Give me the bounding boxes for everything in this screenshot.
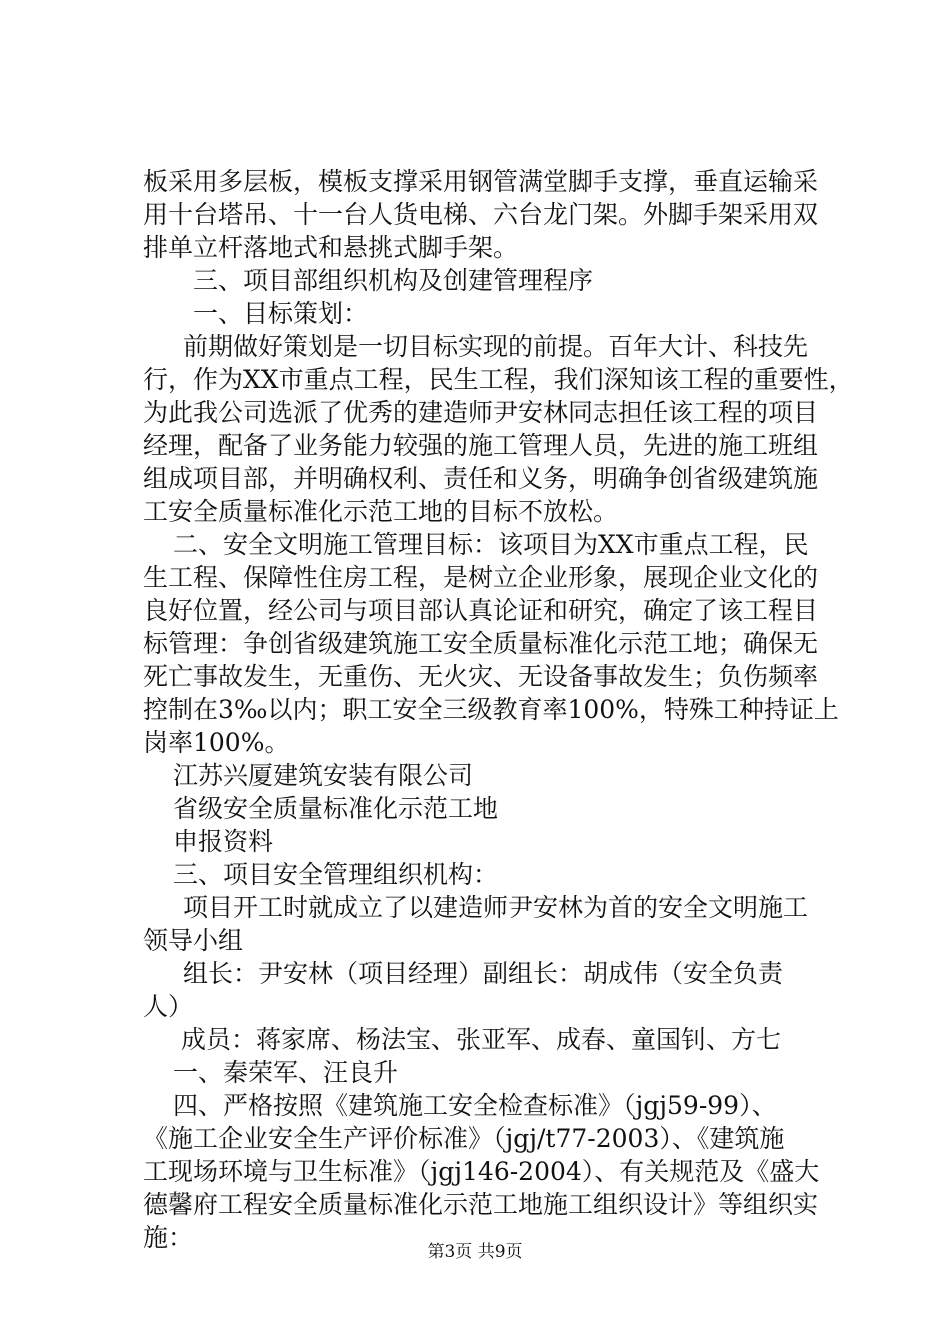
text-line: 死亡事故发生，无重伤、无火灾、无设备事故发生；负伤频率: [143, 662, 819, 691]
text-line: 四、严格按照《建筑施工安全检查标准》（jgj59-99）、: [173, 1091, 777, 1120]
text-line: 领导小组: [143, 926, 244, 955]
text-line: 施：: [143, 1223, 194, 1252]
text-line: 成员：蒋家席、杨法宝、张亚军、成春、童国钊、方七: [181, 1025, 782, 1054]
text-line: 标管理：争创省级建筑施工安全质量标准化示范工地；确保无: [143, 629, 819, 658]
text-line: 行，作为XX市重点工程，民生工程，我们深知该工程的重要性，: [143, 365, 854, 394]
section-heading: 三、项目安全管理组织机构：: [173, 860, 499, 889]
text-line: 《施工企业安全生产评价标准》（jgj/t77-2003）、《建筑施: [143, 1124, 785, 1153]
text-line: 二、安全文明施工管理目标：该项目为XX市重点工程，民: [173, 530, 809, 559]
text-line: 岗率100%。: [143, 728, 290, 757]
text-line: 板采用多层板，模板支撑采用钢管满堂脚手支撑，垂直运输采: [143, 167, 819, 196]
section-heading: 三、项目部组织机构及创建管理程序: [193, 266, 594, 295]
section-heading: 一、目标策划：: [193, 299, 369, 328]
text-line: 生工程、保障性住房工程，是树立企业形象，展现企业文化的: [143, 563, 819, 592]
text-line: 组成项目部，并明确权利、责任和义务，明确争创省级建筑施: [143, 464, 819, 493]
text-line: 排单立杆落地式和悬挑式脚手架。: [143, 233, 519, 262]
text-line: 前期做好策划是一切目标实现的前提。百年大计、科技先: [183, 332, 809, 361]
page-number: 第3页 共9页: [427, 1242, 523, 1262]
text-line: 组长：尹安林（项目经理）副组长：胡成伟（安全负责: [183, 959, 784, 988]
text-line: 工安全质量标准化示范工地的目标不放松。: [143, 497, 619, 526]
text-line: 为此我公司选派了优秀的建造师尹安林同志担任该工程的项目: [143, 398, 819, 427]
document-subtitle: 申报资料: [173, 827, 274, 856]
text-line: 用十台塔吊、十一台人货电梯、六台龙门架。外脚手架采用双: [143, 200, 819, 229]
document-subtitle: 省级安全质量标准化示范工地: [173, 794, 499, 823]
text-line: 一、秦荣军、汪良升: [173, 1058, 399, 1087]
company-name: 江苏兴厦建筑安装有限公司: [173, 761, 474, 790]
text-line: 工现场环境与卫生标准》（jgj146-2004）、有关规范及《盛大: [143, 1157, 820, 1186]
text-line: 控制在3‰以内；职工安全三级教育率100%，特殊工种持证上: [143, 695, 839, 724]
text-line: 良好位置，经公司与项目部认真论证和研究，确定了该工程目: [143, 596, 819, 625]
text-line: 经理，配备了业务能力较强的施工管理人员，先进的施工班组: [143, 431, 819, 460]
text-line: 项目开工时就成立了以建造师尹安林为首的安全文明施工: [183, 893, 809, 922]
text-line: 人）: [143, 992, 194, 1021]
text-line: 德馨府工程安全质量标准化示范工地施工组织设计》等组织实: [143, 1190, 819, 1219]
